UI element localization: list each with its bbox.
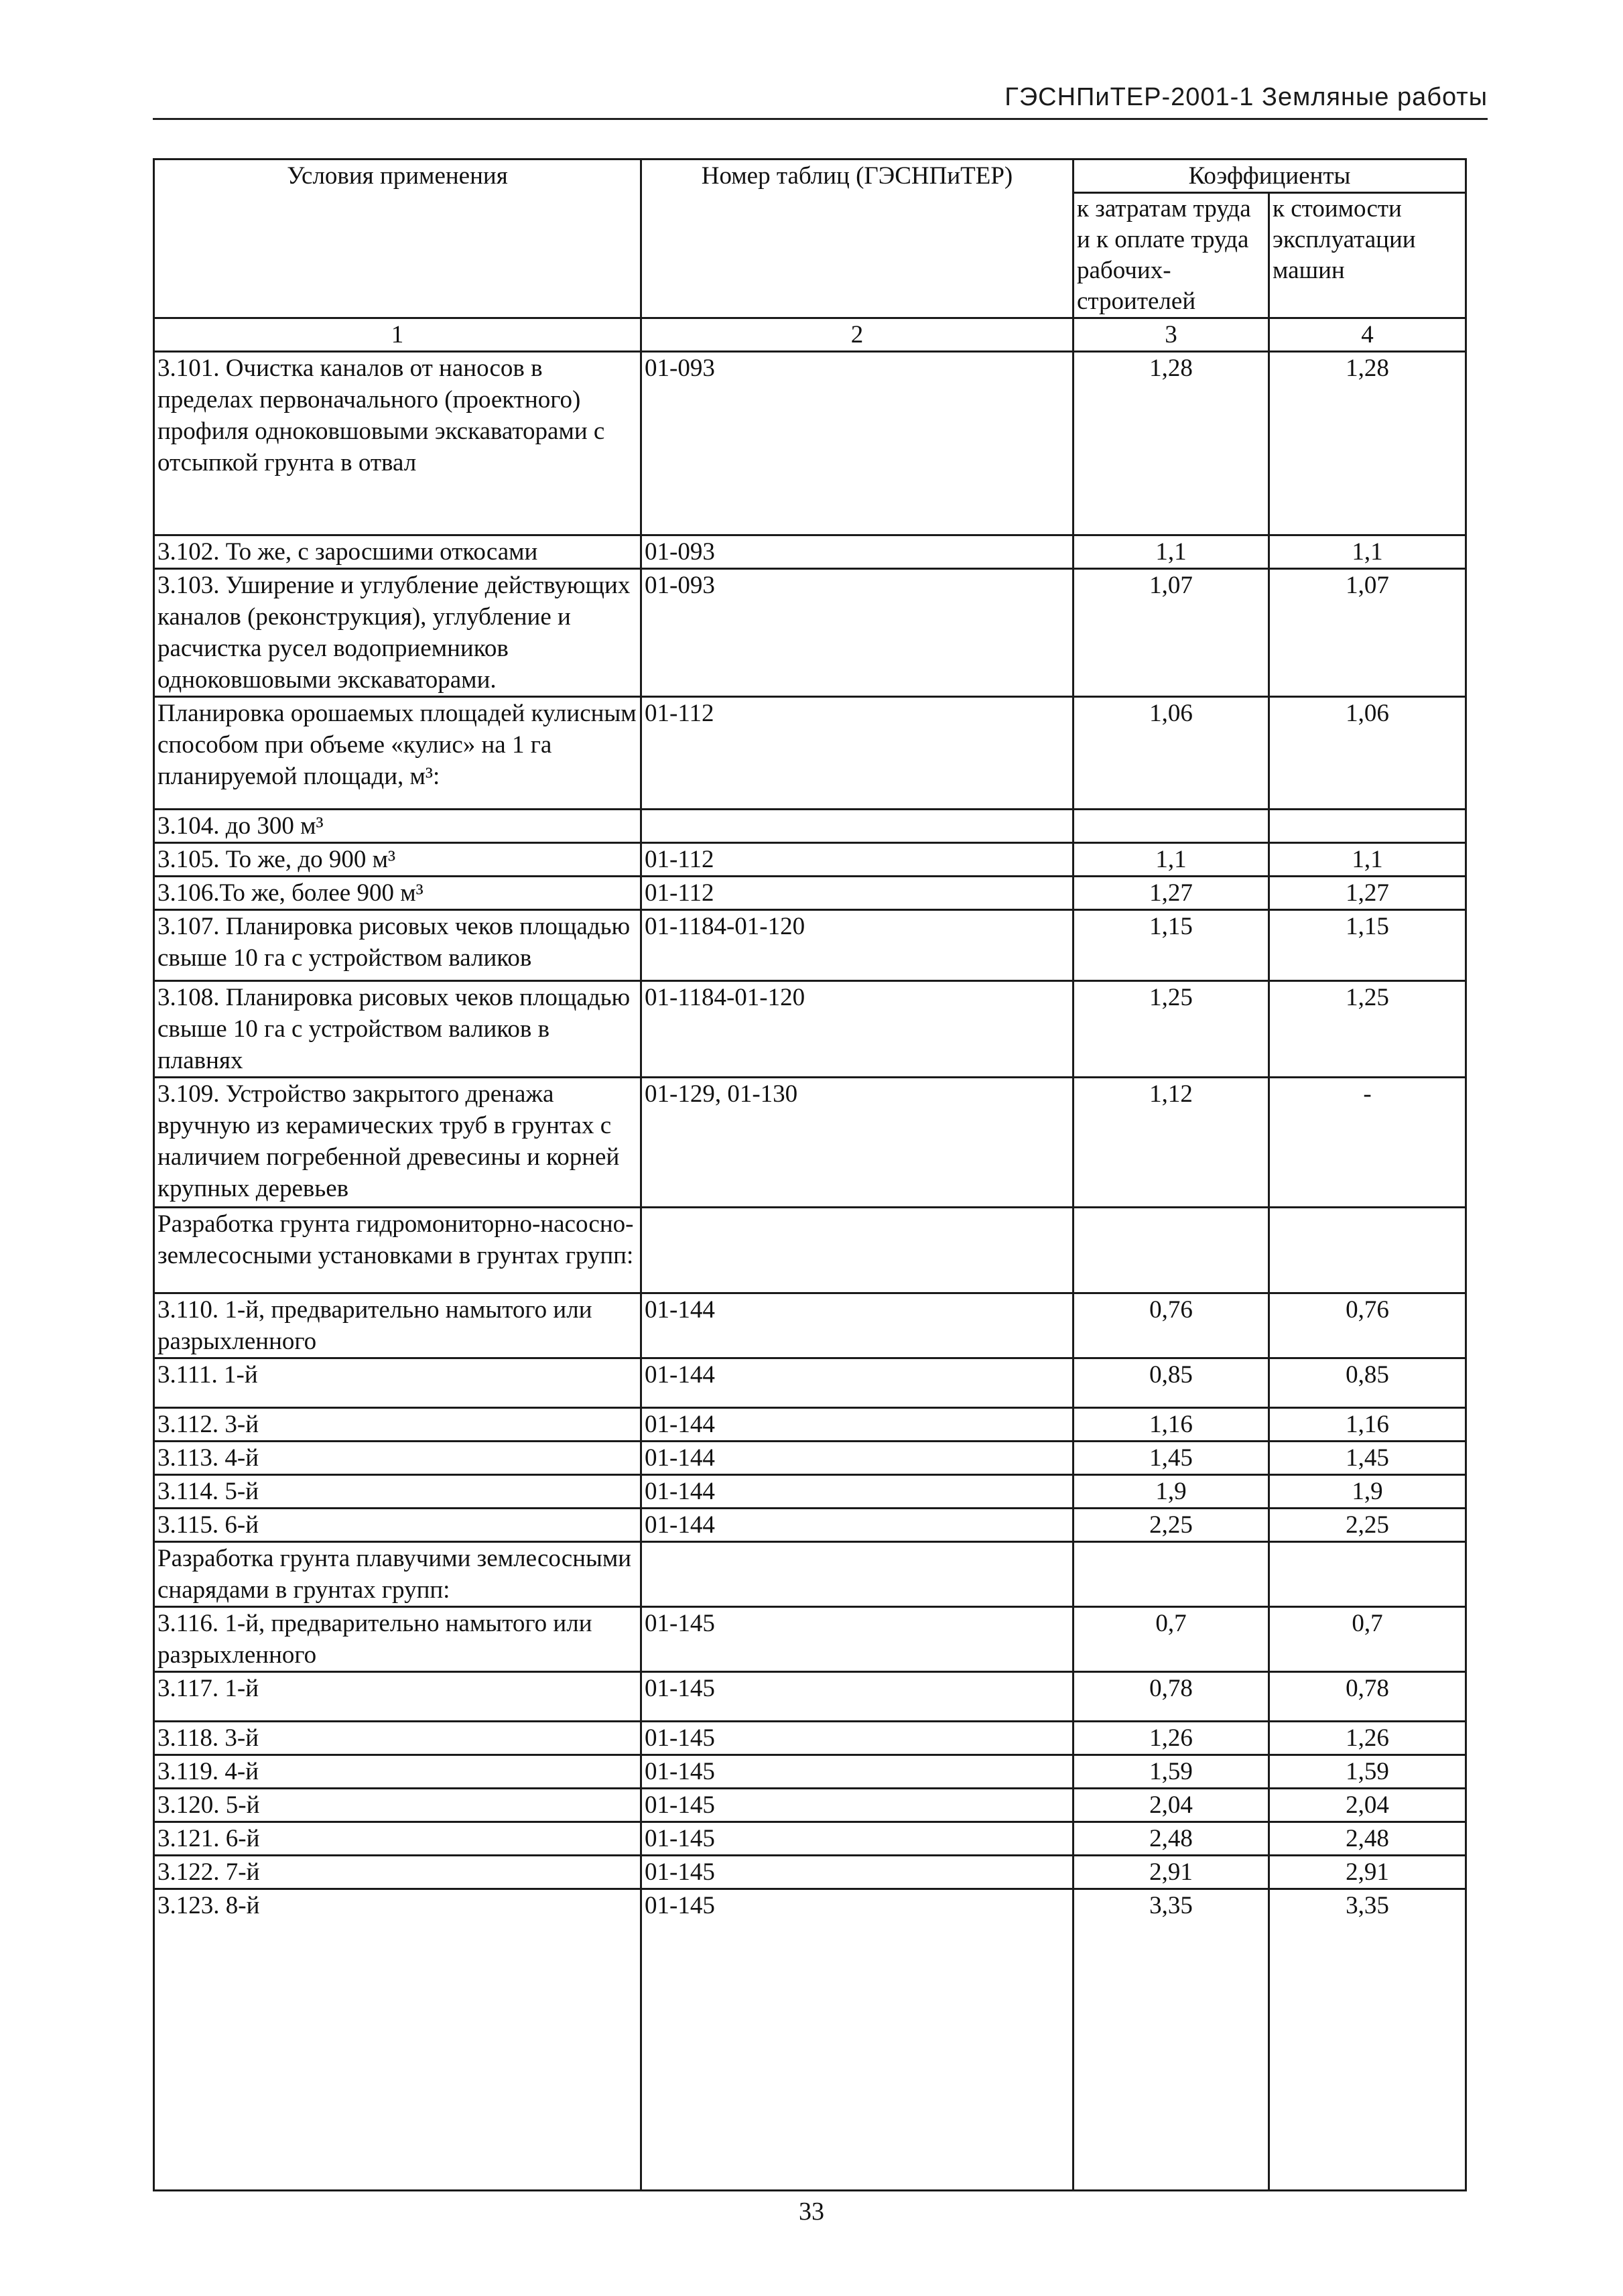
machines-coefficient-cell: 1,07 xyxy=(1269,569,1466,697)
condition-cell: 3.114. 5-й xyxy=(154,1475,641,1509)
condition-cell: Разработка грунта плавучими землесосными снарядами в грунтах групп: xyxy=(154,1542,641,1607)
machines-coefficient-cell: - xyxy=(1269,1078,1466,1208)
labor-coefficient-cell: 1,45 xyxy=(1074,1442,1269,1475)
table-row xyxy=(154,1755,1466,1789)
table-row xyxy=(154,352,1466,535)
condition-cell: Разработка грунта гидромониторно-насосно-землесосными установками в грунтах групп: xyxy=(154,1208,641,1293)
table-number-cell: 01-145 xyxy=(641,1607,1074,1672)
table-number-cell: 01-129, 01-130 xyxy=(641,1078,1074,1208)
machines-coefficient-cell: 1,28 xyxy=(1269,352,1466,535)
machines-coefficient-cell: 1,59 xyxy=(1269,1755,1466,1789)
labor-coefficient-cell: 2,48 xyxy=(1074,1822,1269,1856)
condition-cell: 3.101. Очистка каналов от наносов в пределах первоначального (проектного) профиля одноковшовыми экскаваторами с отсыпкой грунта в отвал xyxy=(154,352,641,535)
machines-coefficient-cell: 1,1 xyxy=(1269,843,1466,877)
table-number-cell: 01-093 xyxy=(641,352,1074,535)
condition-cell: 3.122. 7-й xyxy=(154,1856,641,1889)
header-machines-coefficient: к стоимости эксплуатации машин xyxy=(1269,193,1466,318)
condition-cell: 3.105. То же, до 900 м³ xyxy=(154,843,641,877)
labor-coefficient-cell: 1,12 xyxy=(1074,1078,1269,1208)
labor-coefficient-cell xyxy=(1074,1542,1269,1607)
column-number: 2 xyxy=(641,318,1074,352)
table-row xyxy=(154,1856,1466,1889)
labor-coefficient-cell: 3,35 xyxy=(1074,1889,1269,2191)
labor-coefficient-cell: 1,16 xyxy=(1074,1408,1269,1442)
table-number-cell: 01-145 xyxy=(641,1672,1074,1722)
table-number-cell xyxy=(641,1208,1074,1293)
labor-coefficient-cell: 2,91 xyxy=(1074,1856,1269,1889)
machines-coefficient-cell: 1,16 xyxy=(1269,1408,1466,1442)
column-number: 3 xyxy=(1074,318,1269,352)
table-row xyxy=(154,569,1466,697)
table-number-cell: 01-144 xyxy=(641,1475,1074,1509)
table-row xyxy=(154,1442,1466,1475)
table-row xyxy=(154,1408,1466,1442)
condition-cell: 3.102. То же, с заросшими откосами xyxy=(154,535,641,569)
column-number: 4 xyxy=(1269,318,1466,352)
table-number-cell xyxy=(641,810,1074,843)
table-row xyxy=(154,810,1466,843)
machines-coefficient-cell: 1,15 xyxy=(1269,910,1466,981)
coefficients-table xyxy=(153,158,1467,2191)
table-number-cell: 01-145 xyxy=(641,1755,1074,1789)
condition-cell: Планировка орошаемых площадей кулисным способом при объеме «кулис» на 1 га планируемой площади, м³: xyxy=(154,697,641,810)
table-row xyxy=(154,1293,1466,1358)
condition-cell: 3.115. 6-й xyxy=(154,1509,641,1542)
page-number: 33 xyxy=(799,2197,824,2226)
labor-coefficient-cell: 0,85 xyxy=(1074,1358,1269,1408)
condition-cell: 3.117. 1-й xyxy=(154,1672,641,1722)
condition-cell: 3.123. 8-й xyxy=(154,1889,641,2191)
machines-coefficient-cell: 2,48 xyxy=(1269,1822,1466,1856)
condition-cell: 3.110. 1-й, предварительно намытого или разрыхленного xyxy=(154,1293,641,1358)
table-number-cell: 01-1184-01-120 xyxy=(641,910,1074,981)
machines-coefficient-cell: 0,85 xyxy=(1269,1358,1466,1408)
table-number-cell: 01-093 xyxy=(641,535,1074,569)
table-number-cell: 01-145 xyxy=(641,1856,1074,1889)
table-row xyxy=(154,1822,1466,1856)
table-number-cell: 01-145 xyxy=(641,1889,1074,2191)
labor-coefficient-cell: 1,25 xyxy=(1074,981,1269,1078)
table-row xyxy=(154,1722,1466,1755)
table-number-cell: 01-145 xyxy=(641,1789,1074,1822)
condition-cell: 3.106.То же, более 900 м³ xyxy=(154,877,641,910)
labor-coefficient-cell: 0,78 xyxy=(1074,1672,1269,1722)
table-row xyxy=(154,1889,1466,2191)
table-row xyxy=(154,1542,1466,1607)
machines-coefficient-cell: 0,76 xyxy=(1269,1293,1466,1358)
machines-coefficient-cell: 1,45 xyxy=(1269,1442,1466,1475)
table-number-cell: 01-112 xyxy=(641,877,1074,910)
machines-coefficient-cell: 2,91 xyxy=(1269,1856,1466,1889)
labor-coefficient-cell xyxy=(1074,810,1269,843)
condition-cell: 3.112. 3-й xyxy=(154,1408,641,1442)
machines-coefficient-cell: 0,78 xyxy=(1269,1672,1466,1722)
condition-cell: 3.119. 4-й xyxy=(154,1755,641,1789)
labor-coefficient-cell: 2,25 xyxy=(1074,1509,1269,1542)
labor-coefficient-cell: 1,07 xyxy=(1074,569,1269,697)
labor-coefficient-cell: 1,27 xyxy=(1074,877,1269,910)
table-row xyxy=(154,843,1466,877)
machines-coefficient-cell: 1,26 xyxy=(1269,1722,1466,1755)
header-coefficients: Коэффициенты xyxy=(1074,160,1466,193)
machines-coefficient-cell: 2,04 xyxy=(1269,1789,1466,1822)
table-number-cell: 01-144 xyxy=(641,1358,1074,1408)
labor-coefficient-cell: 0,76 xyxy=(1074,1293,1269,1358)
machines-coefficient-cell xyxy=(1269,810,1466,843)
condition-cell: 3.103. Уширение и углубление действующих каналов (реконструкция), углубление и расчистка русел водоприемников одноковшовыми экскаваторами. xyxy=(154,569,641,697)
labor-coefficient-cell: 0,7 xyxy=(1074,1607,1269,1672)
labor-coefficient-cell: 1,06 xyxy=(1074,697,1269,810)
column-numbers-row xyxy=(154,318,1466,352)
table-number-cell: 01-144 xyxy=(641,1408,1074,1442)
machines-coefficient-cell: 1,27 xyxy=(1269,877,1466,910)
running-header: ГЭСНПиТЕР-2001-1 Земляные работы xyxy=(1004,83,1488,111)
machines-coefficient-cell: 1,06 xyxy=(1269,697,1466,810)
condition-cell: 3.111. 1-й xyxy=(154,1358,641,1408)
table-number-cell: 01-1184-01-120 xyxy=(641,981,1074,1078)
labor-coefficient-cell: 1,1 xyxy=(1074,843,1269,877)
condition-cell: 3.116. 1-й, предварительно намытого или разрыхленного xyxy=(154,1607,641,1672)
header-conditions: Условия применения xyxy=(154,160,641,318)
condition-cell: 3.109. Устройство закрытого дренажа вручную из керамических труб в грунтах с наличием погребенной древесины и корней крупных деревьев xyxy=(154,1078,641,1208)
table-row xyxy=(154,910,1466,981)
table-number-cell: 01-093 xyxy=(641,569,1074,697)
condition-cell: 3.120. 5-й xyxy=(154,1789,641,1822)
labor-coefficient-cell: 1,26 xyxy=(1074,1722,1269,1755)
header-labor-coefficient: к затратам труда и к оплате труда рабочих-строителей xyxy=(1074,193,1269,318)
table-number-cell: 01-144 xyxy=(641,1509,1074,1542)
table-number-cell: 01-145 xyxy=(641,1722,1074,1755)
table-row xyxy=(154,1672,1466,1722)
table-number-cell: 01-144 xyxy=(641,1442,1074,1475)
labor-coefficient-cell: 1,59 xyxy=(1074,1755,1269,1789)
condition-cell: 3.118. 3-й xyxy=(154,1722,641,1755)
header-table-number: Номер таблиц (ГЭСНПиТЕР) xyxy=(641,160,1074,318)
labor-coefficient-cell: 1,9 xyxy=(1074,1475,1269,1509)
table-row xyxy=(154,1789,1466,1822)
table-row xyxy=(154,1208,1466,1293)
table-number-cell: 01-145 xyxy=(641,1822,1074,1856)
machines-coefficient-cell xyxy=(1269,1542,1466,1607)
table-number-cell: 01-112 xyxy=(641,697,1074,810)
table-row xyxy=(154,697,1466,810)
machines-coefficient-cell: 0,7 xyxy=(1269,1607,1466,1672)
machines-coefficient-cell xyxy=(1269,1208,1466,1293)
machines-coefficient-cell: 1,9 xyxy=(1269,1475,1466,1509)
machines-coefficient-cell: 1,1 xyxy=(1269,535,1466,569)
table-row xyxy=(154,981,1466,1078)
table-number-cell: 01-144 xyxy=(641,1293,1074,1358)
condition-cell: 3.107. Планировка рисовых чеков площадью свыше 10 га с устройством валиков xyxy=(154,910,641,981)
table-row xyxy=(154,1078,1466,1208)
table-number-cell: 01-112 xyxy=(641,843,1074,877)
condition-cell: 3.121. 6-й xyxy=(154,1822,641,1856)
condition-cell: 3.108. Планировка рисовых чеков площадью свыше 10 га с устройством валиков в плавнях xyxy=(154,981,641,1078)
table-row xyxy=(154,1358,1466,1408)
condition-cell: 3.113. 4-й xyxy=(154,1442,641,1475)
table-row xyxy=(154,877,1466,910)
labor-coefficient-cell: 2,04 xyxy=(1074,1789,1269,1822)
labor-coefficient-cell xyxy=(1074,1208,1269,1293)
labor-coefficient-cell: 1,28 xyxy=(1074,352,1269,535)
column-number: 1 xyxy=(154,318,641,352)
header-rule xyxy=(153,118,1488,120)
table-row xyxy=(154,1475,1466,1509)
labor-coefficient-cell: 1,15 xyxy=(1074,910,1269,981)
machines-coefficient-cell: 3,35 xyxy=(1269,1889,1466,2191)
machines-coefficient-cell: 1,25 xyxy=(1269,981,1466,1078)
machines-coefficient-cell: 2,25 xyxy=(1269,1509,1466,1542)
table-row xyxy=(154,1607,1466,1672)
table-row xyxy=(154,1509,1466,1542)
condition-cell: 3.104. до 300 м³ xyxy=(154,810,641,843)
labor-coefficient-cell: 1,1 xyxy=(1074,535,1269,569)
table-row xyxy=(154,535,1466,569)
table-number-cell xyxy=(641,1542,1074,1607)
